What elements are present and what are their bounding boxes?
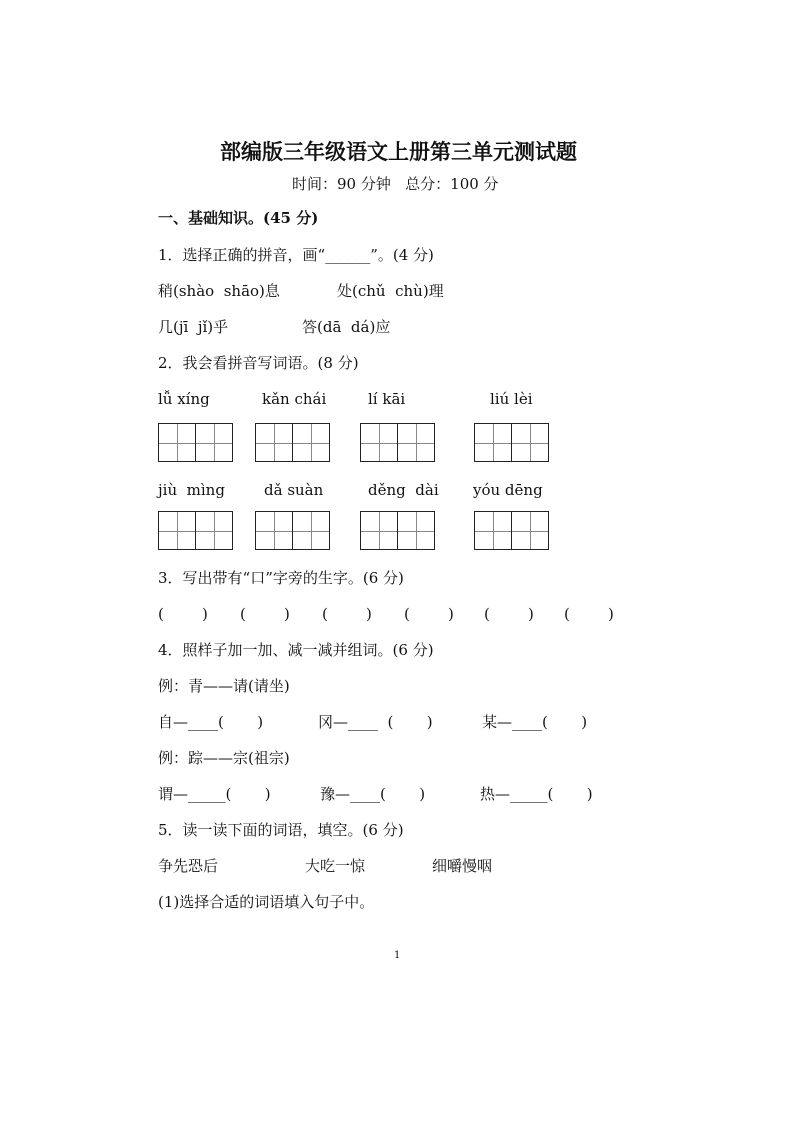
vocab-word: 争先恐后 <box>158 857 219 875</box>
character-writing-grid[interactable] <box>360 511 435 550</box>
question-3-prompt: 3．写出带有“口”字旁的生字。(6 分) <box>158 569 404 587</box>
answer-blank[interactable]: ( ) <box>404 605 454 623</box>
q1-item: 答(dā dá)应 <box>302 318 391 336</box>
answer-blank[interactable]: ( ) <box>322 605 372 623</box>
pinyin-label: liú lèi <box>490 390 533 408</box>
fill-blank[interactable]: 豫—____( ) <box>320 785 426 803</box>
fill-blank[interactable]: 热—_____( ) <box>480 785 593 803</box>
q1-item: 处(chǔ chù)理 <box>337 282 444 300</box>
fill-blank[interactable]: 冈—____ ( ) <box>318 713 433 731</box>
fill-blank[interactable]: 谓—_____( ) <box>158 785 271 803</box>
answer-blank[interactable]: ( ) <box>158 605 208 623</box>
character-writing-grid[interactable] <box>255 423 330 462</box>
pinyin-label: kǎn chái <box>262 390 327 408</box>
character-writing-grid[interactable] <box>255 511 330 550</box>
fill-blank[interactable]: 某—____( ) <box>482 713 588 731</box>
q1-item: 几(jī jǐ)乎 <box>158 318 229 336</box>
character-writing-grid[interactable] <box>474 511 549 550</box>
character-writing-grid[interactable] <box>158 423 233 462</box>
vocab-word: 细嚼慢咽 <box>432 857 493 875</box>
character-writing-grid[interactable] <box>360 423 435 462</box>
question-1-prompt: 1．选择正确的拼音，画“______”。(4 分) <box>158 246 434 264</box>
answer-blank[interactable]: ( ) <box>564 605 614 623</box>
pinyin-label: yóu dēng <box>473 481 543 499</box>
character-writing-grid[interactable] <box>474 423 549 462</box>
fill-blank[interactable]: 自—____( ) <box>158 713 264 731</box>
example-line: 例：青——请(请坐) <box>158 677 290 695</box>
question-2-prompt: 2．我会看拼音写词语。(8 分) <box>158 354 359 372</box>
pinyin-label: lí kāi <box>368 390 406 408</box>
example-line: 例：踪——宗(祖宗) <box>158 749 290 767</box>
page-subtitle: 时间：90 分钟 总分：100 分 <box>292 175 499 193</box>
sub-question: (1)选择合适的词语填入句子中。 <box>158 893 375 911</box>
question-5-prompt: 5．读一读下面的词语，填空。(6 分) <box>158 821 404 839</box>
vocab-word: 大吃一惊 <box>305 857 366 875</box>
section-heading: 一、基础知识。(45 分) <box>158 209 319 227</box>
answer-blank[interactable]: ( ) <box>240 605 290 623</box>
pinyin-label: jiù mìng <box>158 481 225 499</box>
q1-item: 稍(shào shāo)息 <box>158 282 280 300</box>
answer-blank[interactable]: ( ) <box>484 605 534 623</box>
page-title: 部编版三年级语文上册第三单元测试题 <box>220 139 577 164</box>
pinyin-label: dǎ suàn <box>264 481 324 499</box>
character-writing-grid[interactable] <box>158 511 233 550</box>
pinyin-label: lǚ xíng <box>158 390 210 408</box>
question-4-prompt: 4．照样子加一加、减一减并组词。(6 分) <box>158 641 434 659</box>
page-number: 1 <box>394 950 401 961</box>
pinyin-label: děng dài <box>368 481 439 499</box>
